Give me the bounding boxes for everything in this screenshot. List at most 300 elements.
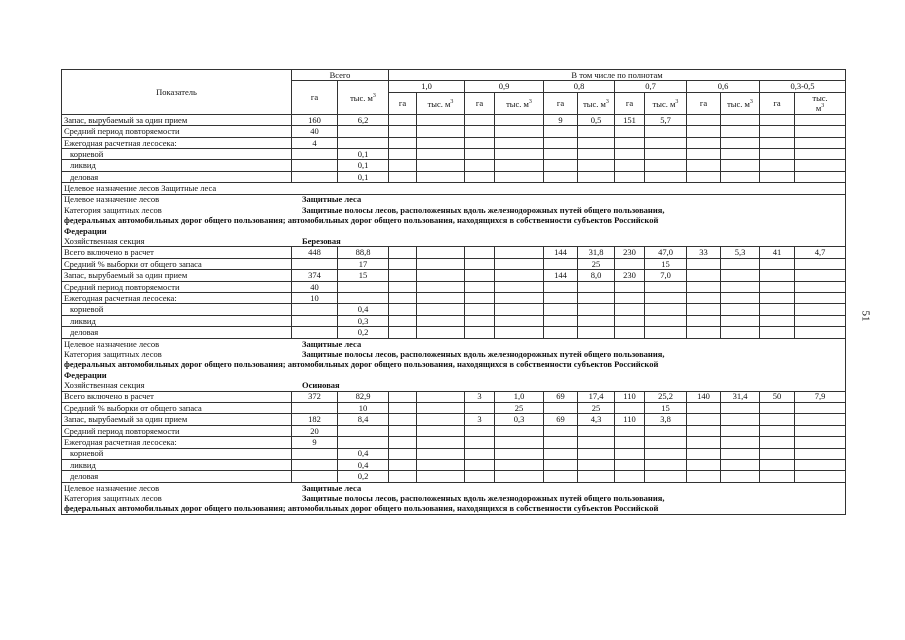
table-cell xyxy=(578,171,615,182)
table-cell xyxy=(760,437,795,448)
table-cell xyxy=(687,459,721,470)
table-cell xyxy=(544,471,578,482)
category-label: Категория защитных лесов xyxy=(64,348,162,359)
table-cell xyxy=(721,114,760,125)
table-cell xyxy=(645,437,687,448)
table-cell xyxy=(465,126,495,137)
table-row xyxy=(62,215,846,225)
table-cell xyxy=(544,315,578,326)
table-cell xyxy=(465,137,495,148)
table-cell xyxy=(292,258,338,269)
table-cell xyxy=(615,327,645,338)
table-cell xyxy=(760,448,795,459)
table-cell xyxy=(615,402,645,413)
table-cell xyxy=(292,148,338,159)
table-cell xyxy=(721,414,760,425)
table-cell: 7,9 xyxy=(795,391,846,402)
table-cell xyxy=(495,471,544,482)
table-cell xyxy=(495,304,544,315)
table-cell xyxy=(544,281,578,292)
table-cell xyxy=(389,459,417,470)
table-cell: 0,3 xyxy=(495,414,544,425)
table-cell xyxy=(338,137,389,148)
section-label: Хозяйственная секция xyxy=(64,380,145,391)
table-row xyxy=(62,293,846,304)
table-cell xyxy=(645,126,687,137)
table-cell xyxy=(645,171,687,182)
table-cell xyxy=(615,425,645,436)
table-cell xyxy=(795,437,846,448)
table-cell xyxy=(495,247,544,258)
table-cell xyxy=(687,448,721,459)
table-cell xyxy=(338,437,389,448)
table-cell xyxy=(645,148,687,159)
table-cell xyxy=(417,327,465,338)
table-cell xyxy=(389,137,417,148)
table-cell xyxy=(389,247,417,258)
table-cell: 144 xyxy=(544,247,578,258)
table-cell xyxy=(389,293,417,304)
table-cell xyxy=(292,160,338,171)
table-cell: 110 xyxy=(615,414,645,425)
table-cell xyxy=(292,315,338,326)
header-ha: га xyxy=(544,92,578,114)
table-cell xyxy=(760,293,795,304)
table-cell: 9 xyxy=(292,437,338,448)
table-cell xyxy=(687,171,721,182)
table-cell xyxy=(795,402,846,413)
table-cell xyxy=(760,281,795,292)
forest-allowable-cut-table xyxy=(61,69,846,515)
table-cell xyxy=(721,448,760,459)
table-cell xyxy=(417,270,465,281)
table-row xyxy=(62,338,846,349)
table-cell xyxy=(544,126,578,137)
table-cell xyxy=(645,315,687,326)
table-cell: 15 xyxy=(645,258,687,269)
row-label: Ежегодная расчетная лесосека: xyxy=(62,293,292,304)
table-cell xyxy=(465,402,495,413)
table-cell: 25 xyxy=(495,402,544,413)
table-cell xyxy=(338,126,389,137)
category-line-2 xyxy=(62,503,846,514)
table-cell xyxy=(417,414,465,425)
table-cell xyxy=(389,448,417,459)
table-cell xyxy=(760,327,795,338)
row-label: деловая xyxy=(62,327,292,338)
table-cell xyxy=(389,425,417,436)
page-number: 51 xyxy=(859,310,872,322)
purpose-label: Целевое назначение лесов xyxy=(64,482,160,493)
category-continuation: федеральных автомобильных дорог общего пользования; автомобильных дорог общего пользования, находящихся в собственности субъектов Российской xyxy=(64,503,659,514)
table-cell xyxy=(544,402,578,413)
table-cell: 25,2 xyxy=(645,391,687,402)
table-cell xyxy=(338,281,389,292)
table-cell: 160 xyxy=(292,114,338,125)
category-line-3 xyxy=(62,370,846,380)
table-cell xyxy=(795,327,846,338)
table-cell xyxy=(495,270,544,281)
table-cell xyxy=(795,114,846,125)
header-density-6: 0,3-0,5 xyxy=(760,81,846,92)
table-cell xyxy=(465,114,495,125)
table-cell xyxy=(495,160,544,171)
row-label: Средний период повторяемости xyxy=(62,425,292,436)
table-row xyxy=(62,258,846,269)
table-cell xyxy=(795,148,846,159)
table-cell xyxy=(465,247,495,258)
table-cell xyxy=(687,137,721,148)
category-line xyxy=(62,493,846,503)
row-label: деловая xyxy=(62,171,292,182)
header-ha: га xyxy=(760,92,795,114)
table-cell xyxy=(795,304,846,315)
table-cell xyxy=(760,114,795,125)
table-cell xyxy=(417,137,465,148)
table-cell xyxy=(544,258,578,269)
table-cell xyxy=(544,437,578,448)
row-label: ликвид xyxy=(62,160,292,171)
table-cell xyxy=(760,414,795,425)
table-cell xyxy=(292,459,338,470)
table-cell xyxy=(495,425,544,436)
table-cell: 10 xyxy=(292,293,338,304)
table-cell xyxy=(417,459,465,470)
table-cell: 15 xyxy=(645,402,687,413)
section-line xyxy=(62,236,846,247)
table-cell xyxy=(544,425,578,436)
table-cell xyxy=(292,327,338,338)
table-cell xyxy=(615,437,645,448)
table-cell xyxy=(495,293,544,304)
row-label: Запас, вырубаемый за один прием xyxy=(62,414,292,425)
table-row xyxy=(62,503,846,514)
table-cell: 374 xyxy=(292,270,338,281)
table-cell xyxy=(645,471,687,482)
category-line xyxy=(62,205,846,215)
category-value: Защитные полосы лесов, расположенных вдоль железнодорожных путей общего пользования, xyxy=(302,493,665,503)
table-cell xyxy=(465,148,495,159)
category-label: Категория защитных лесов xyxy=(64,493,162,503)
table-cell xyxy=(687,126,721,137)
table-row xyxy=(62,448,846,459)
table-cell xyxy=(389,160,417,171)
header-total-volume: тыс. $м^3$ xyxy=(338,81,389,114)
table-cell xyxy=(544,160,578,171)
table-cell xyxy=(721,160,760,171)
category-value: Защитные полосы лесов, расположенных вдоль железнодорожных путей общего пользования, xyxy=(302,348,665,359)
category-continuation-end: Федерации xyxy=(64,369,107,380)
table-cell xyxy=(389,471,417,482)
category-label: Категория защитных лесов xyxy=(64,204,162,215)
table-cell xyxy=(544,137,578,148)
table-cell: 15 xyxy=(338,270,389,281)
table-cell xyxy=(417,293,465,304)
table-row xyxy=(62,370,846,380)
table-cell xyxy=(417,247,465,258)
table-cell xyxy=(417,148,465,159)
table-cell xyxy=(544,148,578,159)
table-cell xyxy=(495,315,544,326)
table-row xyxy=(62,205,846,215)
table-cell: 4,3 xyxy=(578,414,615,425)
header-volume: тыс. $м^3$ xyxy=(578,92,615,114)
table-cell xyxy=(578,126,615,137)
table-cell xyxy=(760,258,795,269)
table-row xyxy=(62,270,846,281)
table-cell: 5,7 xyxy=(645,114,687,125)
header-total: Всего xyxy=(292,70,389,81)
table-row xyxy=(62,304,846,315)
table-cell xyxy=(795,270,846,281)
table-cell: 3,8 xyxy=(645,414,687,425)
table-cell xyxy=(465,327,495,338)
table-cell xyxy=(795,425,846,436)
table-cell xyxy=(495,327,544,338)
table-cell xyxy=(795,293,846,304)
table-cell xyxy=(544,304,578,315)
table-cell xyxy=(687,270,721,281)
table-cell xyxy=(338,293,389,304)
table-cell xyxy=(615,459,645,470)
table-row xyxy=(62,126,846,137)
row-label: Всего включено в расчет xyxy=(62,247,292,258)
table-cell: 3 xyxy=(465,414,495,425)
table-row xyxy=(62,380,846,391)
table-cell xyxy=(721,327,760,338)
table-cell xyxy=(687,437,721,448)
category-line-3 xyxy=(62,226,846,236)
table-row xyxy=(62,493,846,503)
section-value: Березовая xyxy=(302,236,341,247)
table-cell xyxy=(389,402,417,413)
table-cell xyxy=(645,459,687,470)
header-volume: тыс. $м^3$ xyxy=(721,92,760,114)
table-cell xyxy=(417,448,465,459)
table-cell xyxy=(465,471,495,482)
table-row xyxy=(62,148,846,159)
table-cell xyxy=(795,160,846,171)
table-row xyxy=(62,425,846,436)
header-density-2: 0,9 xyxy=(465,81,544,92)
row-label: корневой xyxy=(62,148,292,159)
section-value: Осиновая xyxy=(302,380,340,391)
table-cell xyxy=(615,448,645,459)
table-cell xyxy=(465,315,495,326)
category-line-2 xyxy=(62,215,846,225)
purpose-label: Целевое назначение лесов xyxy=(64,338,160,349)
header-total-ha: га xyxy=(292,81,338,114)
row-label: Средний % выборки от общего запаса xyxy=(62,402,292,413)
table-cell xyxy=(544,327,578,338)
table-cell xyxy=(615,304,645,315)
table-cell xyxy=(389,148,417,159)
table-row xyxy=(62,471,846,482)
table-cell xyxy=(760,425,795,436)
category-continuation: федеральных автомобильных дорог общего пользования; автомобильных дорог общего пользования, находящихся в собственности субъектов Российской xyxy=(64,359,659,370)
table-cell xyxy=(615,315,645,326)
table-cell xyxy=(495,148,544,159)
table-cell xyxy=(544,459,578,470)
table-cell: 6,2 xyxy=(338,114,389,125)
table-cell: 151 xyxy=(615,114,645,125)
table-cell xyxy=(389,437,417,448)
table-row xyxy=(62,247,846,258)
table-cell xyxy=(645,293,687,304)
table-cell: 3 xyxy=(465,391,495,402)
section-line xyxy=(62,380,846,391)
header-volume: тыс. $м^3$ xyxy=(417,92,465,114)
category-line xyxy=(62,349,846,359)
table-cell xyxy=(465,160,495,171)
standalone-purpose: Целевое назначение лесов Защитные леса xyxy=(64,183,217,194)
row-label: Средний период повторяемости xyxy=(62,126,292,137)
table-cell: 25 xyxy=(578,258,615,269)
table-cell xyxy=(645,304,687,315)
table-cell xyxy=(721,281,760,292)
table-cell xyxy=(292,304,338,315)
table-cell xyxy=(578,315,615,326)
table-cell xyxy=(721,293,760,304)
table-cell xyxy=(795,471,846,482)
table-cell: 10 xyxy=(338,402,389,413)
table-cell xyxy=(417,114,465,125)
table-cell xyxy=(292,171,338,182)
table-cell xyxy=(495,281,544,292)
table-cell xyxy=(687,315,721,326)
table-row xyxy=(62,402,846,413)
table-row xyxy=(62,183,846,194)
table-cell xyxy=(795,414,846,425)
table-cell xyxy=(687,114,721,125)
table-cell xyxy=(292,448,338,459)
table-cell xyxy=(578,437,615,448)
table-cell: 4,7 xyxy=(795,247,846,258)
row-label: Всего включено в расчет xyxy=(62,391,292,402)
table-cell: 40 xyxy=(292,126,338,137)
table-cell xyxy=(389,327,417,338)
table-cell xyxy=(417,258,465,269)
table-cell xyxy=(578,459,615,470)
table-cell xyxy=(417,391,465,402)
table-cell: 41 xyxy=(760,247,795,258)
table-row xyxy=(62,315,846,326)
table-cell xyxy=(417,171,465,182)
table-cell xyxy=(760,304,795,315)
table-cell: 0,1 xyxy=(338,171,389,182)
table-cell xyxy=(760,160,795,171)
purpose-line xyxy=(62,482,846,493)
header-ha: га xyxy=(687,92,721,114)
table-cell xyxy=(417,304,465,315)
table-row xyxy=(62,414,846,425)
table-cell: 40 xyxy=(292,281,338,292)
header-indicator: Показатель xyxy=(62,70,292,115)
table-cell xyxy=(615,160,645,171)
category-value: Защитные полосы лесов, расположенных вдоль железнодорожных путей общего пользования, xyxy=(302,204,665,215)
table-cell: 0,4 xyxy=(338,459,389,470)
table-cell xyxy=(578,160,615,171)
table-cell xyxy=(495,137,544,148)
table-cell xyxy=(760,171,795,182)
table-cell xyxy=(389,391,417,402)
table-cell xyxy=(760,270,795,281)
header-density-5: 0,6 xyxy=(687,81,760,92)
table-cell xyxy=(721,171,760,182)
table-row xyxy=(62,327,846,338)
table-cell xyxy=(417,315,465,326)
table-cell xyxy=(760,148,795,159)
table-cell: 0,1 xyxy=(338,148,389,159)
table-cell xyxy=(417,281,465,292)
header-ha: га xyxy=(465,92,495,114)
table-cell xyxy=(721,471,760,482)
category-continuation-end: Федерации xyxy=(64,225,107,236)
table-cell: 50 xyxy=(760,391,795,402)
purpose-line xyxy=(62,194,846,205)
table-cell: 69 xyxy=(544,414,578,425)
table-cell xyxy=(417,471,465,482)
table-row xyxy=(62,437,846,448)
row-label: деловая xyxy=(62,471,292,482)
table-cell xyxy=(795,126,846,137)
table-cell xyxy=(721,270,760,281)
table-cell xyxy=(389,270,417,281)
table-cell: 8,4 xyxy=(338,414,389,425)
row-label: Средний период повторяемости xyxy=(62,281,292,292)
header-volume-last: тыс. $м^3$ xyxy=(795,92,846,114)
table-cell xyxy=(645,281,687,292)
table-cell xyxy=(389,414,417,425)
row-label: ликвид xyxy=(62,315,292,326)
table-cell: 0,1 xyxy=(338,160,389,171)
header-ha: га xyxy=(615,92,645,114)
table-cell: 31,8 xyxy=(578,247,615,258)
table-cell xyxy=(687,293,721,304)
table-row xyxy=(62,391,846,402)
purpose-value: Защитные леса xyxy=(302,482,362,493)
table-cell xyxy=(495,448,544,459)
header-volume: тыс. $м^3$ xyxy=(645,92,687,114)
table-cell xyxy=(721,425,760,436)
table-cell xyxy=(389,315,417,326)
table-cell xyxy=(645,425,687,436)
row-label: корневой xyxy=(62,304,292,315)
category-line-2 xyxy=(62,359,846,369)
purpose-label: Целевое назначение лесов xyxy=(64,194,160,205)
table-cell: 17 xyxy=(338,258,389,269)
table-cell xyxy=(417,126,465,137)
table-cell xyxy=(465,459,495,470)
table-cell xyxy=(389,171,417,182)
table-cell xyxy=(687,258,721,269)
table-cell xyxy=(687,160,721,171)
table-row xyxy=(62,160,846,171)
table-cell xyxy=(795,448,846,459)
table-cell xyxy=(578,304,615,315)
table-cell: 88,8 xyxy=(338,247,389,258)
table-cell xyxy=(615,171,645,182)
table-cell: 0,3 xyxy=(338,315,389,326)
row-label: Запас, вырубаемый за один прием xyxy=(62,270,292,281)
table-cell xyxy=(495,437,544,448)
table-cell: 47,0 xyxy=(645,247,687,258)
table-cell xyxy=(687,425,721,436)
table-cell xyxy=(795,171,846,182)
table-cell xyxy=(687,304,721,315)
table-cell xyxy=(721,315,760,326)
table-cell xyxy=(578,137,615,148)
